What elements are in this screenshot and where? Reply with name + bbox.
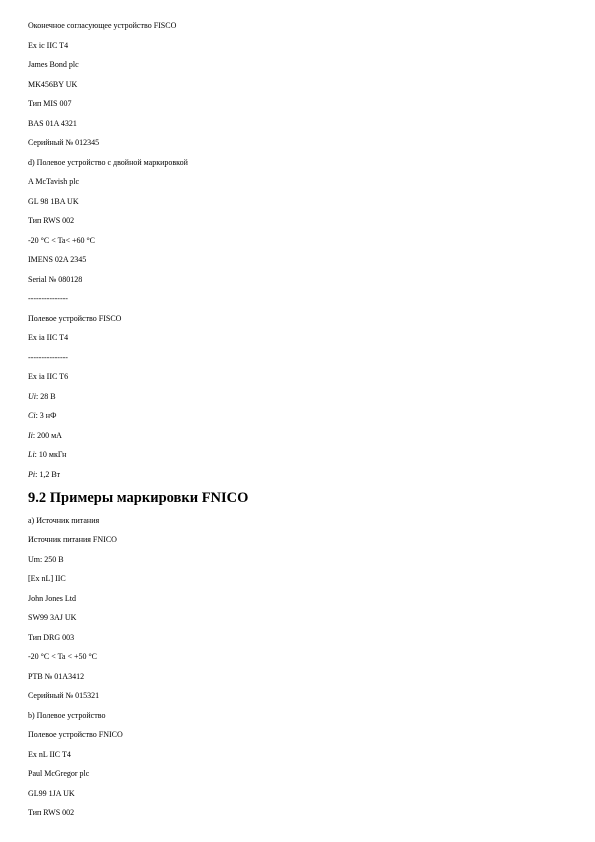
param-symbol: Ii [28,431,33,440]
text-line: [Ex nL] IIC [28,574,66,583]
text-line: IMENS 02A 2345 [28,255,87,264]
param-symbol: Pi [28,470,36,479]
text-line: Тип MIS 007 [28,99,72,108]
text-line: PTB № 01A3412 [28,672,85,681]
text-line: -20 °C < Ta < +50 °C [28,652,98,661]
separator-line: --------------- [28,294,68,303]
param-symbol: Ci [28,411,36,420]
param-symbol: Li [28,450,35,459]
param-line-li [28,450,66,460]
param-symbol: Ui [28,392,36,401]
text-line: Serial № 080128 [28,275,83,284]
text-line: Ex ia IIC T6 [28,372,69,381]
text-line: A McTavish plc [28,177,79,186]
text-line: Полевое устройство FNICO [28,730,123,739]
section-heading: 9.2 Примеры маркировки FNICO [28,490,249,506]
param-line-ii [28,431,62,441]
param-line-pi [28,470,60,480]
text-line: d) Полевое устройство с двойной маркировкой [28,158,188,167]
text-line: Ex ic IIC T4 [28,41,69,50]
text-line: -20 °C < Ta< +60 °C [28,236,96,245]
text-line: GL 98 1BA UK [28,197,79,206]
text-line: Серийный № 012345 [28,138,100,147]
text-line: BAS 01A 4321 [28,119,77,128]
text-line: Оконечное согласующее устройство FISCO [28,21,177,30]
text-line: Тип DRG 003 [28,633,75,642]
text-line: Тип RWS 002 [28,808,75,817]
text-line: b) Полевое устройство [28,711,106,720]
param-value: : 3 нФ [35,411,57,420]
text-line: John Jones Ltd [28,594,76,603]
text-line: Ex ia IIC T4 [28,333,69,342]
text-line: Серийный № 015321 [28,691,100,700]
text-line: Полевое устройство FISCO [28,314,122,323]
param-line-ci [28,411,56,421]
text-line: Тип RWS 002 [28,216,75,225]
param-value: : 10 мкГн [34,450,67,459]
text-line: SW99 3AJ UK [28,613,77,622]
text-line: a) Источник питания [28,516,100,525]
text-line: Um: 250 В [28,555,64,564]
text-line: James Bond plc [28,60,79,69]
param-value: : 28 В [36,392,56,401]
text-line: MK456BY UK [28,80,78,89]
text-line: Источник питания FNICO [28,535,117,544]
text-line: GL99 1JA UK [28,789,75,798]
text-line: Paul McGregor plc [28,769,90,778]
param-value: : 200 мА [32,431,62,440]
text-line: Ex nL IIC T4 [28,750,71,759]
separator-line: --------------- [28,353,68,362]
param-line-ui [28,392,56,402]
param-value: : 1,2 Вт [35,470,61,479]
